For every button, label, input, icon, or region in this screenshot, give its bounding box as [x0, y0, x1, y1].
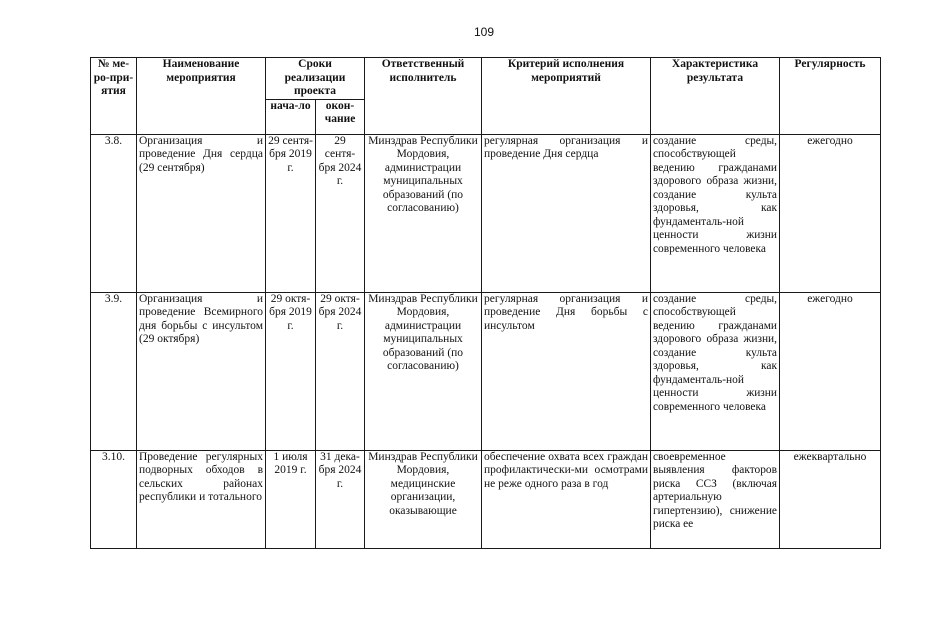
- header-responsible: Ответственный исполнитель: [365, 58, 482, 135]
- row-end: 31 дека-бря 2024 г.: [316, 450, 365, 548]
- header-name: Наименование мероприятия: [137, 58, 266, 135]
- row-name: Организация и проведение Дня сердца (29 сентября): [137, 134, 266, 292]
- row-num: 3.8.: [91, 134, 137, 292]
- row-regularity: ежеквартально: [780, 450, 881, 548]
- header-num: № ме-ро-при-ятия: [91, 58, 137, 135]
- row-result: своевременное выявления факторов риска ССЗ (включая артериальную гипертензию), снижение риска ее: [651, 450, 780, 548]
- header-end: окон-чание: [316, 99, 365, 134]
- table-row: [91, 134, 881, 292]
- row-responsible: Минздрав Республики Мордовия, медицинские организации, оказывающие: [365, 450, 482, 548]
- header-terms: Сроки реализации проекта: [266, 58, 365, 100]
- header-regularity: Регулярность: [780, 58, 881, 135]
- header-criterion: Критерий исполнения мероприятий: [482, 58, 651, 135]
- row-result: создание среды, способствующей ведению гражданами здорового образа жизни, создание культа здоровья, как фундаменталь-ной ценности жизни современного человека: [651, 134, 780, 292]
- header-row: [91, 58, 881, 100]
- table-row: [91, 450, 881, 548]
- row-name: Организация и проведение Всемирного дня борьбы с инсультом (29 октября): [137, 292, 266, 450]
- row-num: 3.9.: [91, 292, 137, 450]
- row-start: 29 октя-бря 2019 г.: [266, 292, 316, 450]
- header-start: нача-ло: [266, 99, 316, 134]
- page-number: 109: [473, 25, 495, 39]
- row-start: 29 сентя-бря 2019 г.: [266, 134, 316, 292]
- row-name: Проведение регулярных подворных обходов в сельских районах республики и тотального: [137, 450, 266, 548]
- row-responsible: Минздрав Республики Мордовия, администрации муниципальных образований (по согласованию): [365, 292, 482, 450]
- row-criterion: регулярная организация и проведение Дня борьбы с инсультом: [482, 292, 651, 450]
- row-criterion: регулярная организация и проведение Дня сердца: [482, 134, 651, 292]
- row-regularity: ежегодно: [780, 292, 881, 450]
- activities-table: [90, 57, 881, 549]
- row-result: создание среды, способствующей ведению гражданами здорового образа жизни, создание культа здоровья, как фундаменталь-ной ценности жизни современного человека: [651, 292, 780, 450]
- row-regularity: ежегодно: [780, 134, 881, 292]
- row-start: 1 июля 2019 г.: [266, 450, 316, 548]
- row-end: 29 сентя-бря 2024 г.: [316, 134, 365, 292]
- row-responsible: Минздрав Республики Мордовия, администрации муниципальных образований (по согласованию): [365, 134, 482, 292]
- table-row: [91, 292, 881, 450]
- header-result: Характеристика результата: [651, 58, 780, 135]
- row-num: 3.10.: [91, 450, 137, 548]
- row-end: 29 октя-бря 2024 г.: [316, 292, 365, 450]
- row-criterion: обеспечение охвата всех граждан профилактически-ми осмотрами не реже одного раза в год: [482, 450, 651, 548]
